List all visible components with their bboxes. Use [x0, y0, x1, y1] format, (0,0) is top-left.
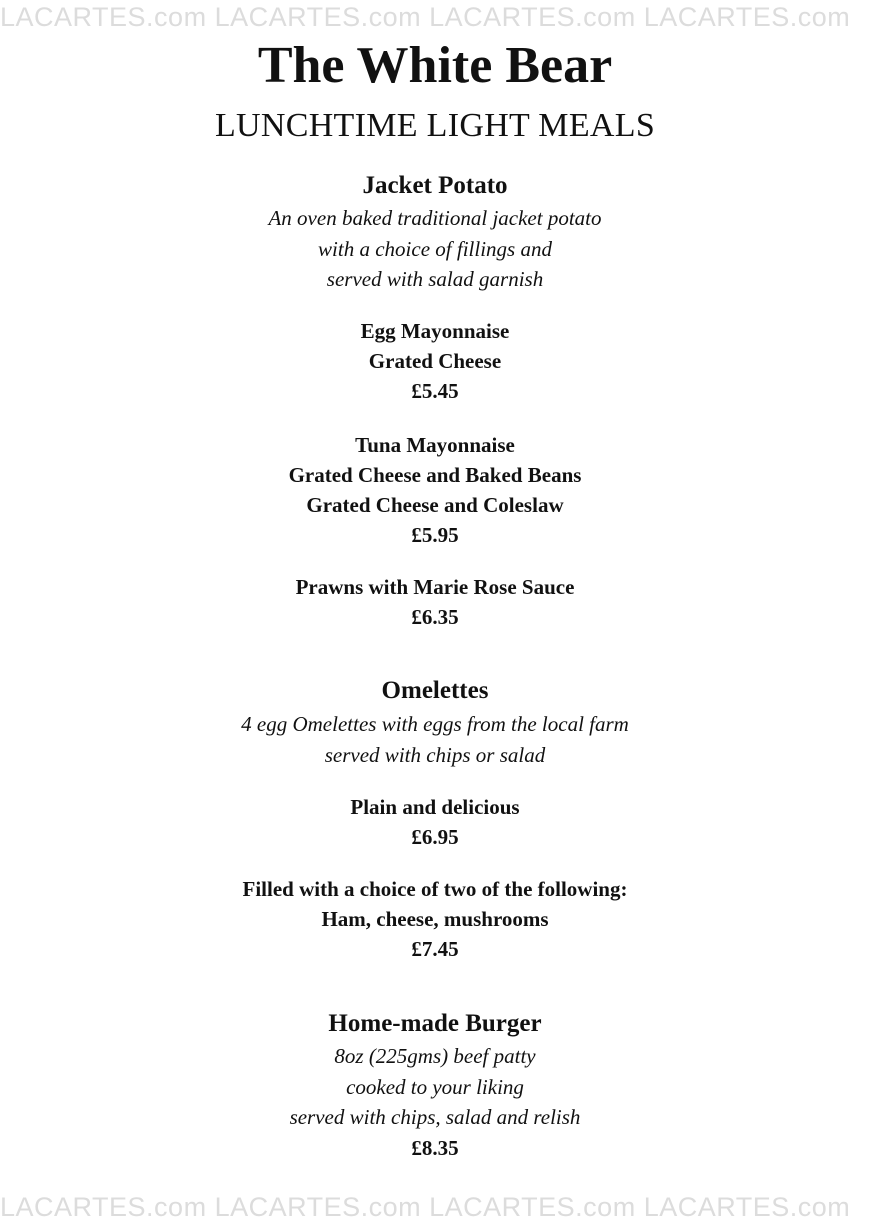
description-line: cooked to your liking: [346, 1074, 524, 1099]
price: £6.95: [411, 825, 459, 849]
menu-item: Ham, cheese, mushrooms: [321, 907, 549, 931]
section-burger-header: [0, 1008, 870, 1040]
menu-item: Grated Cheese and Baked Beans: [288, 463, 582, 487]
menu-item: Egg Mayonnaise: [360, 319, 510, 343]
description-line: served with chips, salad and relish: [289, 1105, 581, 1129]
burger-price-block: [0, 1133, 870, 1163]
menu-item: Plain and delicious: [350, 795, 520, 819]
price: £7.45: [411, 937, 459, 961]
menu-item-group: [0, 792, 870, 852]
description-line: served with salad garnish: [326, 267, 544, 291]
section-jacket-potato-header: [0, 170, 870, 202]
section-description: [0, 709, 870, 770]
section-omelettes-header: [0, 675, 870, 707]
menu-item: Filled with a choice of two of the following:: [242, 877, 628, 901]
menu-item-group: [0, 316, 870, 406]
watermark-top: LACARTES.com LACARTES.com LACARTES.com LACARTES.com: [0, 2, 851, 32]
description-line: 4 egg Omelettes with eggs from the local farm: [241, 712, 629, 736]
price: £8.35: [411, 1136, 459, 1160]
menu-item: Tuna Mayonnaise: [355, 433, 515, 457]
menu-item: Grated Cheese: [368, 349, 502, 373]
menu-item-group: [0, 874, 870, 964]
section-description: [0, 203, 870, 295]
description-line: 8oz (225gms) beef patty: [334, 1044, 536, 1068]
price: £6.35: [411, 605, 459, 629]
description-line: An oven baked traditional jacket potato: [268, 206, 602, 230]
menu-item-group: [0, 572, 870, 632]
description-line: served with chips or salad: [324, 742, 546, 767]
watermark-bottom: LACARTES.com LACARTES.com LACARTES.com LACARTES.com: [0, 1192, 851, 1222]
restaurant-name: The White Bear: [257, 37, 613, 94]
section-title: Jacket Potato: [362, 172, 508, 199]
menu-subtitle: LUNCHTIME LIGHT MEALS: [214, 107, 656, 144]
description-line: with a choice of fillings and: [318, 236, 552, 261]
section-description: [0, 1041, 870, 1133]
menu-item-group: [0, 430, 870, 550]
menu-item: Grated Cheese and Coleslaw: [306, 493, 564, 517]
section-title: Home-made Burger: [328, 1010, 542, 1037]
price: £5.45: [411, 379, 459, 403]
menu-item: Prawns with Marie Rose Sauce: [295, 575, 575, 599]
price: £5.95: [411, 523, 459, 547]
section-title: Omelettes: [381, 677, 489, 704]
